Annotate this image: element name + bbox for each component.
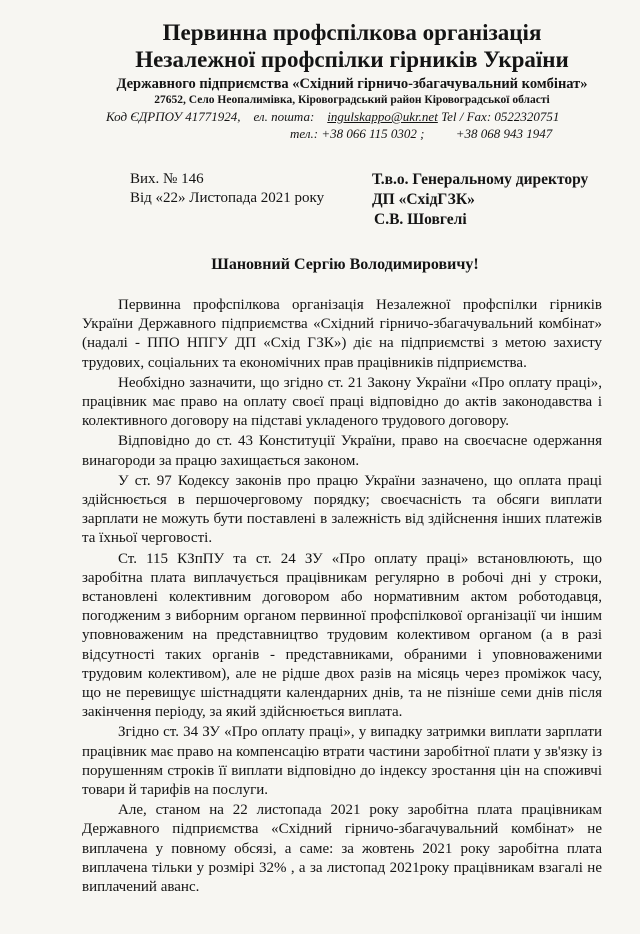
org-enterprise-line: Державного підприємства «Східний гірничо-збагачувальний комбінат» (116, 76, 588, 92)
recipient-company: ДП «СхідГЗК» (372, 191, 475, 208)
salutation: Шановний Сергію Володимировичу! (211, 256, 479, 273)
phone-line (290, 125, 602, 142)
recipient-title: Т.в.о. Генеральному директору (372, 171, 589, 188)
email-link[interactable]: ingulskappo@ukr.net (327, 109, 438, 124)
outgoing-number: Вих. № 146 (130, 171, 204, 187)
email-label: ел. пошта: (253, 109, 315, 124)
letterhead (82, 20, 602, 142)
letter-body (82, 296, 602, 897)
paragraph: Але, станом на 22 листопада 2021 року заробітна плата працівникам Державного підприємства «Східний гірничо-збагачувальний комбінат» не виплачена у повному обсязі, а саме: за жовтень 2021 року заробітна плата виплачена тільки у розмірі 32% , а за листопад 2021року працівникам взагалі не виплачений аванс. (82, 802, 602, 896)
org-name-line1: Первинна профспілкова організація (162, 20, 542, 45)
telfax: Tel / Fax: 0522320751 (437, 109, 560, 124)
paragraph: У ст. 97 Кодексу законів про працю України зазначено, що оплата праці здійснюється в першочерговому порядку; своєчасність та обсяги виплати зарплати не можуть бути поставлені в залежність від здійснення інших платежів та їхньої черговості. (82, 472, 602, 547)
recipient-name: С.В. Шовгелі (374, 211, 467, 228)
phone-1: тел.: +38 066 115 0302 ; (290, 126, 425, 141)
outgoing-reference (130, 170, 324, 230)
org-address: 27652, Село Неопалимівка, Кіровоградський район Кіровоградської області (154, 94, 550, 106)
paragraph: Відповідно до ст. 43 Конституції України, право на своєчасне одержання винагороди за працю захищається законом. (82, 433, 602, 469)
outgoing-date: Від «22» Листопада 2021 року (130, 190, 325, 206)
contact-line (106, 108, 602, 125)
edrpou-code: Код ЄДРПОУ 41771924, (106, 109, 241, 124)
letter-meta (82, 170, 602, 230)
paragraph: Необхідно зазначити, що згідно ст. 21 Закону України «Про оплату праці», працівник має право на оплату своєї праці відповідно до актів законодавства і колективного договору на підставі укладеного трудового договору. (82, 374, 602, 430)
paragraph: Ст. 115 КЗпПУ та ст. 24 ЗУ «Про оплату праці» встановлюють, що заробітна плата виплачується працівникам регулярно в робочі дні у строки, встановлені колективним договором або нормативним актом роботодавця, погодженим з виборним органом первинної профспілкової організації чи іншим уповноваженим на представництво трудовим колективом органом (а в разі відсутності таких органів - представниками, обраними і уповноваженими трудовим колективом), але не рідше двох разів на місяць через проміжок часу, що не перевищує шістнадцяти календарних днів, та не пізніше семи днів після закінчення періоду, за який здійснюється виплата. (82, 550, 602, 721)
org-name-line2: Незалежної профспілки гірників України (135, 47, 569, 72)
paragraph: Згідно ст. 34 ЗУ «Про оплату праці», у випадку затримки виплати зарплати працівник має право на компенсацію втрати частини заробітної плати у зв'язку із порушенням строків її виплати відповідно до індексу зростання цін на споживчі товари й тарифів на послуги. (82, 724, 602, 799)
paragraph: Первинна профспілкова організація Незалежної профспілки гірників України Державного підприємства «Східний гірничо-збагачувальний комбінат» (надалі - ППО НПГУ ДП «Схід ГЗК») діє на підприємстві з метою захисту трудових, соціальних та економічних прав працівників підприємства. (82, 297, 602, 371)
phone-2: +38 068 943 1947 (455, 126, 553, 141)
recipient-block (372, 170, 602, 230)
